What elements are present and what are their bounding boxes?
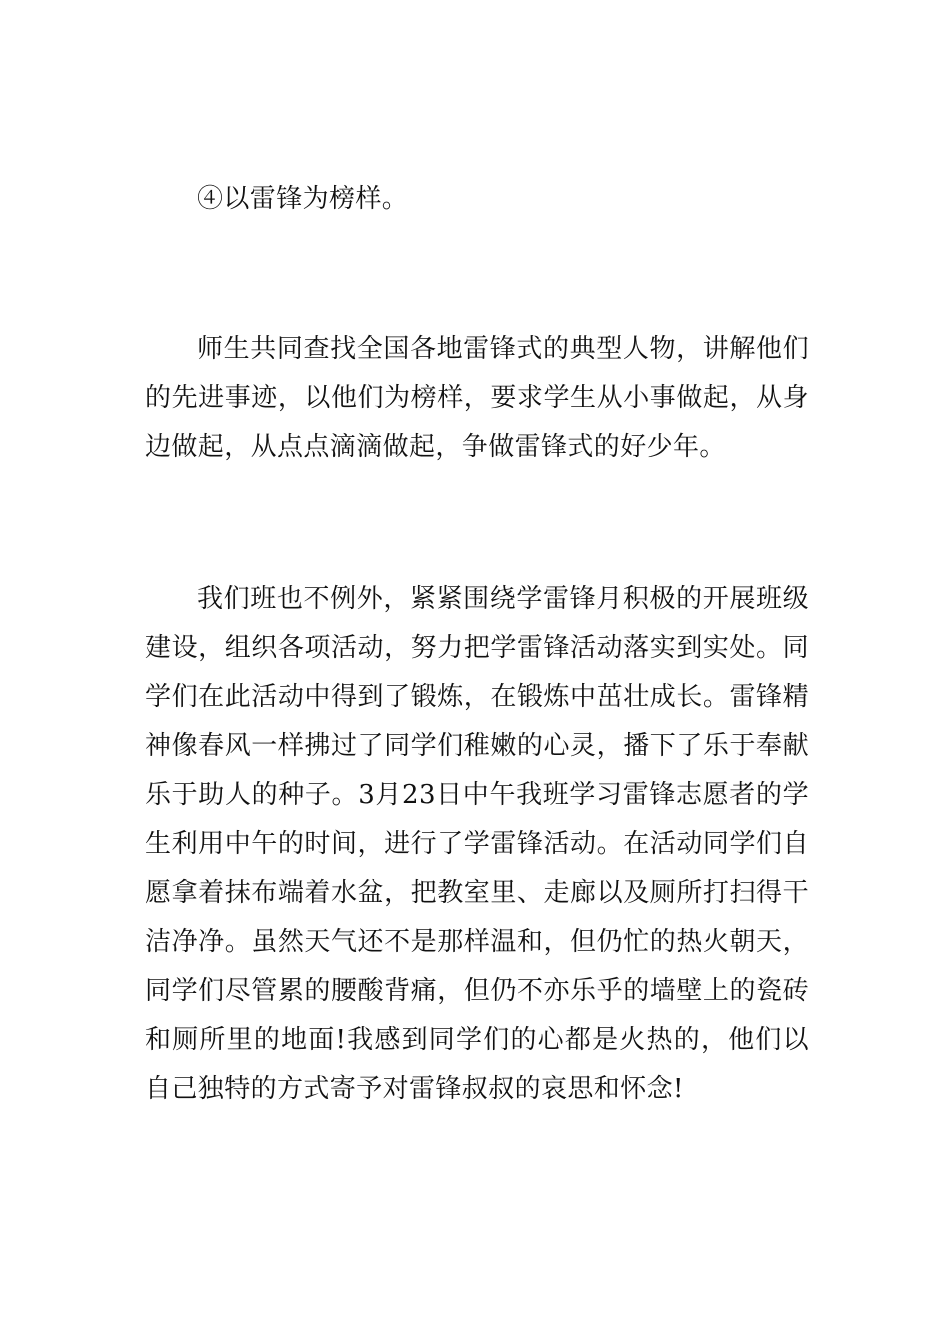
paragraph-class-activity: 我们班也不例外，紧紧围绕学雷锋月积极的开展班级建设，组织各项活动，努力把学雷锋活动落实到实处。同学们在此活动中得到了锻炼，在锻炼中茁壮成长。雷锋精神像春风一样拂过了同学们稚嫩的心灵，播下了乐于奉献乐于助人的种子。3月23日中午我班学习雷锋志愿者的学生利用中午的时间，进行了学雷锋活动。在活动同学们自愿拿着抹布端着水盆，把教室里、走廊以及厕所打扫得干洁净净。虽然天气还不是那样温和，但仍忙的热火朝天，同学们尽管累的腰酸背痛，但仍不亦乐乎的墙壁上的瓷砖和厕所里的地面!我感到同学们的心都是火热的，他们以自己独特的方式寄予对雷锋叔叔的哀思和怀念! <box>145 584 809 1104</box>
paragraph-heading-item-4: ④以雷锋为榜样。 <box>197 184 409 214</box>
paragraph-role-models: 师生共同查找全国各地雷锋式的典型人物，讲解他们的先进事迹，以他们为榜样，要求学生从小事做起，从身边做起，从点点滴滴做起，争做雷锋式的好少年。 <box>145 334 809 462</box>
